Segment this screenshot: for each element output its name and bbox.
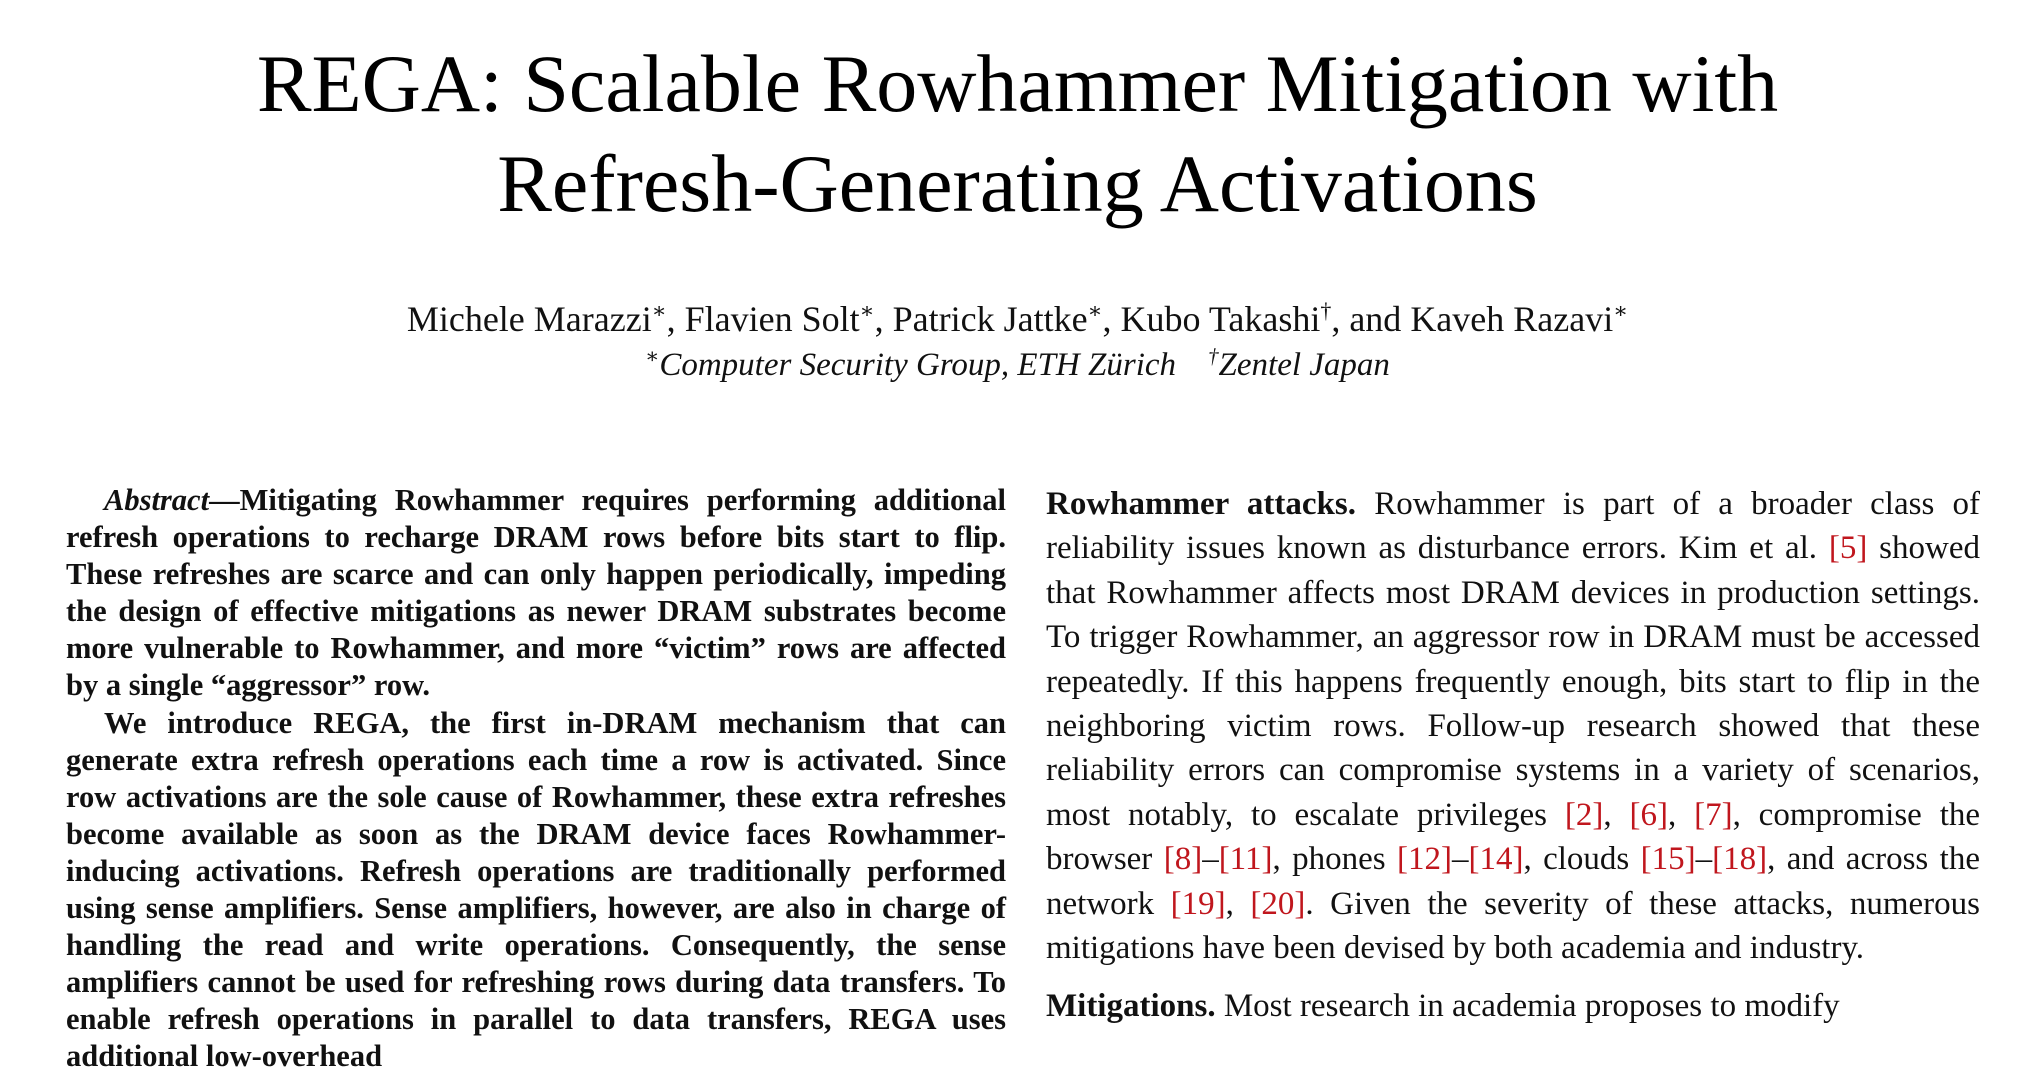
- citation-link[interactable]: [7]: [1694, 796, 1733, 833]
- abstract-column: [66, 482, 1006, 1076]
- body-text: –: [1202, 841, 1219, 878]
- body-text: ,: [1667, 796, 1695, 833]
- affiliation-mark: ∗: [1087, 298, 1103, 323]
- affiliation-mark: ∗: [1613, 298, 1629, 323]
- affiliation-mark: ∗: [651, 298, 667, 323]
- body-text: Rowhammer is part of a broader class of reliability issues known as disturbance errors. Kim et al.: [1046, 486, 1981, 567]
- citation-link[interactable]: [11]: [1218, 841, 1273, 878]
- title-line-2: Refresh-Generating Activations: [497, 138, 1538, 229]
- author-name: Kaveh Razavi: [1410, 299, 1614, 339]
- mitigations-paragraph: [1046, 984, 1980, 1028]
- paper-title: [0, 34, 2035, 234]
- body-text: ,: [1225, 885, 1251, 922]
- intro-column: [1046, 482, 1980, 1043]
- author-separator: ,: [874, 299, 893, 339]
- section-heading: Mitigations.: [1046, 988, 1216, 1025]
- body-text: –: [1451, 841, 1469, 878]
- citation-link[interactable]: [5]: [1828, 530, 1868, 567]
- abstract-paragraph-2: We introduce REGA, the first in-DRAM mechanism that can generate extra refresh operations each time a row is activated. Since row activations are the sole cause of Rowhammer, these extra refreshes become available as soon as the DRAM device faces Rowhammer-inducing activations. Refresh operations are traditionally performed using sense amplifiers. Sense amplifiers, however, are also in charge of handling the read and write operations. Consequently, the sense amplifiers cannot be used for refreshing rows during data transfers. To enable refresh operations in parallel to data transfers, REGA uses additional low-overhead: [66, 705, 1006, 1074]
- author-separator: ,: [1102, 299, 1121, 339]
- body-text: , compromise the browser: [1046, 796, 1981, 878]
- author-name: Flavien Solt: [684, 299, 860, 339]
- affiliation-name: Computer Security Group, ETH Zürich: [659, 347, 1177, 383]
- author-name: Kubo Takashi: [1120, 299, 1321, 339]
- body-text: , phones: [1272, 841, 1397, 878]
- section-body: [1046, 486, 1980, 966]
- body-text: ,: [1603, 796, 1630, 833]
- author-separator: , and: [1331, 299, 1411, 339]
- title-line-1: REGA: Scalable Rowhammer Mitigation with: [256, 38, 1779, 129]
- author-separator: ,: [666, 299, 685, 339]
- section-heading: Rowhammer attacks.: [1046, 486, 1356, 522]
- body-text: , and across the network: [1046, 841, 1980, 922]
- author-list: [0, 296, 2035, 342]
- abstract-text-1: Mitigating Rowhammer requires performing additional refresh operations to recharge DRAM rows before bits start to flip. These refreshes are scarce and can only happen periodically, impeding the design of effective mitigations as newer DRAM substrates become more vulnerable to Rowhammer, and more “victim” rows are affected by a single “aggressor” row.: [66, 483, 1006, 703]
- body-text: . Given the severity of these attacks, numerous mitigations have been devised by both academia and industry.: [1046, 885, 1980, 967]
- citation-link[interactable]: [15]: [1640, 841, 1696, 878]
- abstract-dash: —: [209, 483, 240, 517]
- rowhammer-attacks-paragraph: [1046, 482, 1980, 970]
- affiliation-mark: †: [1208, 344, 1219, 368]
- affiliation-mark: †: [1320, 298, 1332, 323]
- citation-link[interactable]: [12]: [1396, 841, 1452, 878]
- affiliation-name: Zentel Japan: [1218, 347, 1390, 383]
- citation-link[interactable]: [19]: [1170, 885, 1226, 922]
- affiliation-mark: ∗: [859, 298, 875, 323]
- citation-link[interactable]: [14]: [1468, 841, 1524, 878]
- section-body: Most research in academia proposes to modify: [1215, 988, 1840, 1025]
- citation-link[interactable]: [6]: [1629, 796, 1668, 833]
- body-text: showed that Rowhammer affects most DRAM devices in production settings. To trigger Rowhammer, an aggressor row in DRAM must be accessed repeatedly. If this happens frequently enough, bits start to flip in the neighboring victim rows. Follow-up research showed that these reliability errors can compromise systems in a variety of scenarios, most notably, to escalate privileges: [1046, 530, 1981, 833]
- body-text: –: [1695, 841, 1713, 878]
- abstract-paragraph-1: [66, 482, 1006, 705]
- citation-link[interactable]: [18]: [1712, 841, 1768, 878]
- abstract-label: Abstract: [104, 483, 210, 517]
- citation-link[interactable]: [2]: [1564, 796, 1604, 833]
- citation-link[interactable]: [8]: [1163, 841, 1203, 878]
- citation-link[interactable]: [20]: [1250, 885, 1306, 922]
- body-text: , clouds: [1523, 841, 1641, 878]
- author-name: Michele Marazzi: [406, 299, 652, 339]
- author-name: Patrick Jattke: [892, 299, 1088, 339]
- affiliation-list: [0, 344, 2035, 386]
- affiliation-mark: ∗: [645, 344, 660, 368]
